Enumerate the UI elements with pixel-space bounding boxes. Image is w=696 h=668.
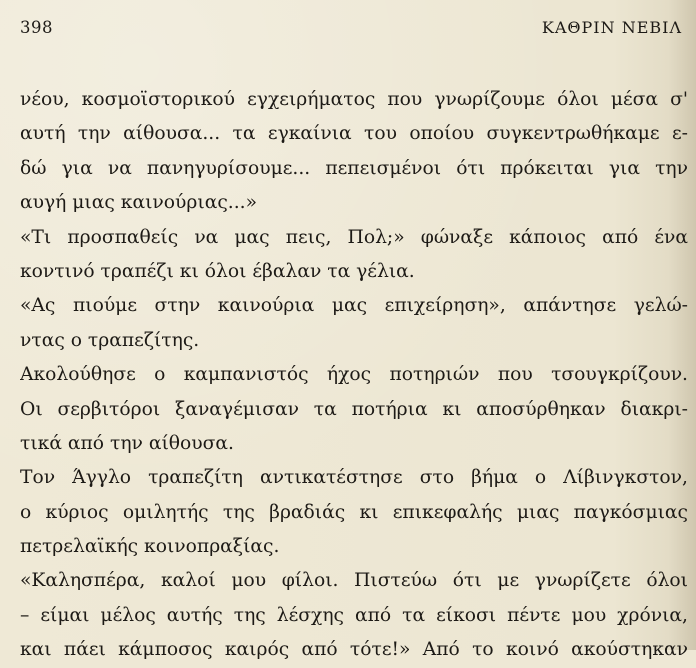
text-line: Ακολούθησε ο καμπανιστός ήχος ποτηριών που τσουγκρίζουν. — [20, 364, 688, 386]
text-line: αυγή μιας καινούριας...» — [20, 192, 258, 214]
text-line: Οι σερβιτόροι ξαναγέμισαν τα ποτήρια κι αποσύρθηκαν διακρι- — [20, 398, 688, 420]
text-line: «Ας πιούμε στην καινούρια μας επιχείρηση», απάντησε γελώ- — [20, 295, 688, 317]
text-line: νέου, κοσμοϊστορικού εγχειρήματος που γνωρίζουμε όλοι μέσα σ' — [20, 89, 688, 110]
text-line: «Τι προσπαθείς να μας πεις, Πολ;» φώναξε κάποιος από ένα — [20, 226, 688, 248]
text-line: πετρελαϊκής κοινοπραξίας. — [20, 536, 280, 558]
text-line: Τον Άγγλο τραπεζίτη αντικατέστησε στο βήμα ο Λίβινγκστον, — [20, 467, 688, 489]
text-line: και πάει κάμποσος καιρός από τότε!» Από το κοινό ακούστηκαν — [20, 639, 688, 661]
text-line: ο κύριος ομιλητής της βραδιάς κι επικεφαλής μιας παγκόσμιας — [20, 501, 688, 523]
text-line: κοντινό τραπέζι κι όλοι έβαλαν τα γέλια. — [20, 260, 415, 282]
text-line: ντας ο τραπεζίτης. — [20, 329, 200, 351]
body-text — [20, 83, 688, 668]
text-line: τικά από την αίθουσα. — [20, 432, 234, 454]
text-line: δώ για να πανηγυρίσουμε... πεπεισμένοι ότι πρόκειται για την — [20, 157, 688, 179]
text-line: αυτή την αίθουσα... τα εγκαίνια του οποίου συγκεντρωθήκαμε ε- — [20, 123, 688, 145]
running-head-author: ΚΑΘΡΙΝ ΝΕΒΙΛ — [541, 18, 682, 37]
page-header — [20, 16, 682, 42]
text-line: – είμαι μέλος αυτής της λέσχης από τα είκοσι πέντε μου χρόνια, — [20, 604, 688, 626]
page-number: 398 — [20, 18, 53, 37]
text-line: «Καλησπέρα, καλοί μου φίλοι. Πιστεύω ότι με γνωρίζετε όλοι — [20, 570, 688, 592]
